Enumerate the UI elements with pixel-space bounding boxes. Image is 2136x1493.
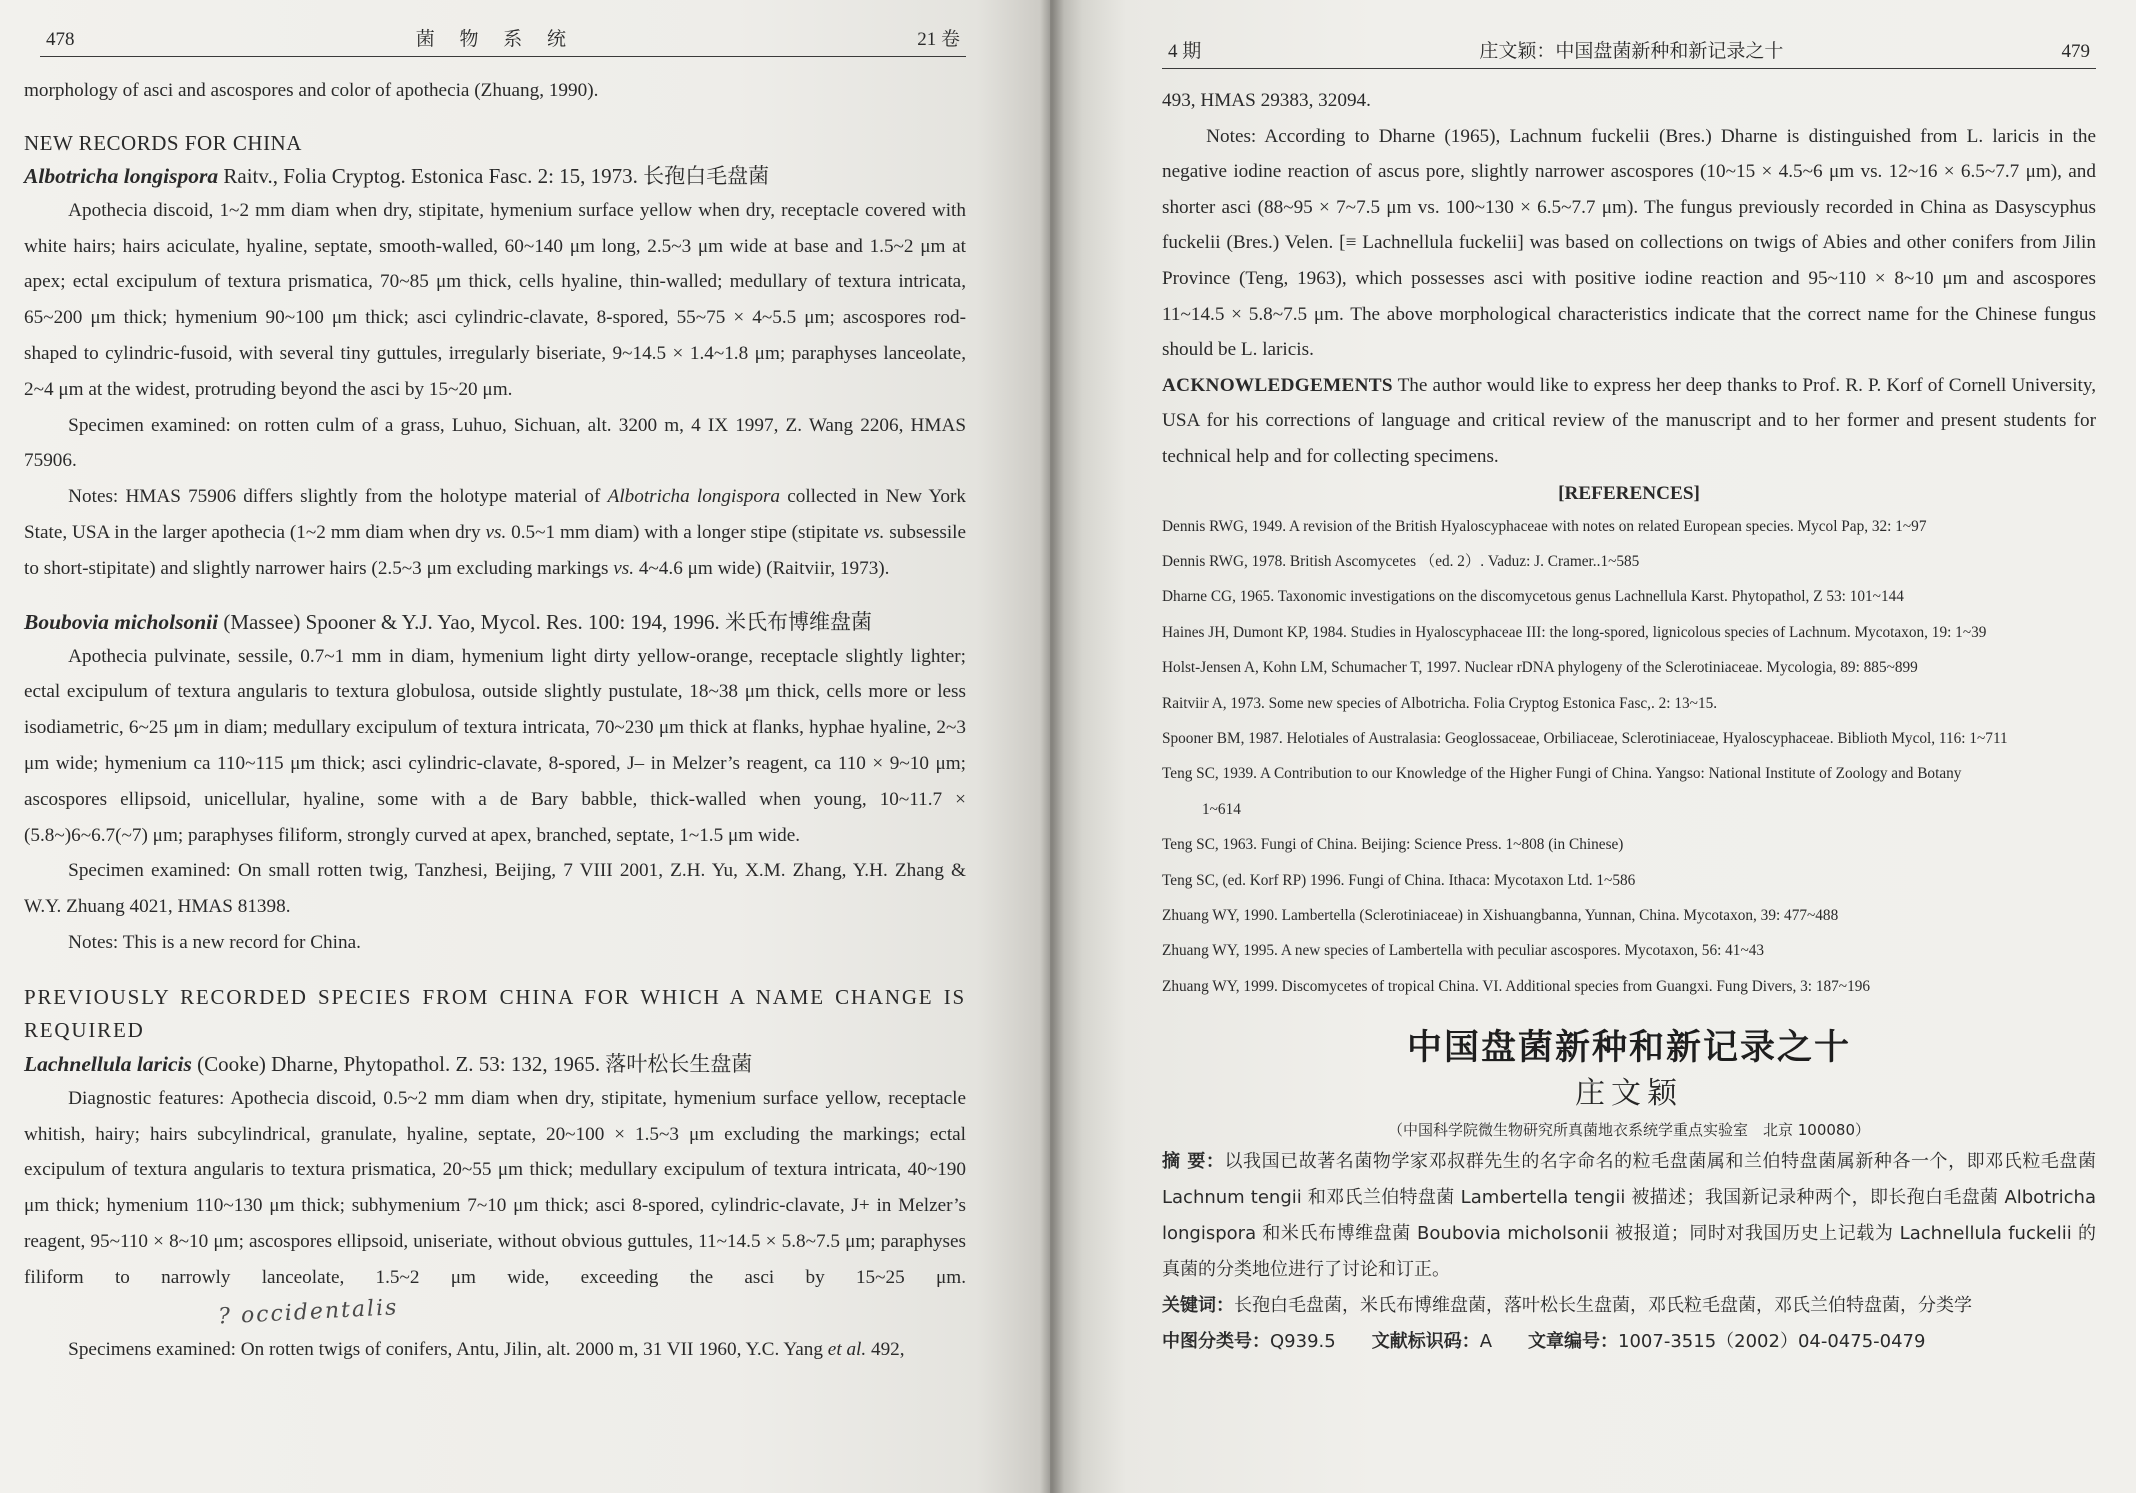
handwritten-annotation: ? occidentalis: [217, 1294, 399, 1330]
references-heading: [REFERENCES]: [1558, 482, 1700, 504]
reference-item: Teng SC, 1939. A Contribution to our Knowledge of the Higher Fungi of China. Yangso: National Institute of Zoology and Botany: [1162, 765, 1962, 783]
reference-item: Dennis RWG, 1949. A revision of the British Hyaloscyphaceae with notes on related European species. Mycol Pap, 32: 1~97: [1162, 517, 1927, 535]
left-running-header: [40, 28, 966, 57]
article-running-title: 庄文颖：中国盘菌新种和新记录之十: [1479, 41, 1784, 62]
reference-item: Haines JH, Dumont KP, 1984. Studies in Hyaloscyphaceae III: the long-spored, lignicolous species of Lachnum. Mycotaxon, 19: 1~39: [1162, 623, 1987, 641]
reference-item: Zhuang WY, 1995. A new species of Lambertella with peculiar ascospores. Mycotaxon, 56: 41~43: [1162, 942, 1765, 960]
species-description-lachnellula: Diagnostic features: Apothecia discoid, 0.5~2 mm diam when dry, stipitate, hymenium surface yellow, receptacle whitish, hairy; hairs subcylindrical, granulate, hyaline, septate, 20~100 × 1.5~3 μm excluding the markings; ectal excipulum of textura angularis to textura prismatica, 20~55 μm thick; medullary excipulum of textura intricata, 40~190 μm thick; hymenium 110~130 μm thick; subhymenium 7~10 μm thick; asci 8-spored, cylindric-clavate, J+ in Melzer’s reagent, 95~110 × 8~10 μm; ascospores ellipsoid, uniseriate, without obvious guttules, 11~14.5 × 5.8~7.5 μm; paraphyses filiform to narrowly lanceolate, 1.5~2 μm wide, exceeding the asci by 15~25 μm.? occidentalis: [24, 1081, 966, 1333]
section-heading-previous-records: PREVIOUSLY RECORDED SPECIES FROM CHINA FOR WHICH A NAME CHANGE IS REQUIRED: [24, 984, 966, 1042]
specimen-examined-boubovia: Specimen examined: On small rotten twig, Tanzhesi, Beijing, 7 VIII 2001, Z.H. Yu, X.M. Zhang, Y.H. Zhang & W.Y. Zhuang 4021, HMAS 81398.: [24, 860, 966, 918]
classification-line: 中图分类号：Q939.5 文献标识码：A 文章编号：1007-3515（2002）04-0475-0479: [1162, 1331, 1926, 1353]
book-gutter: [1040, 0, 1064, 1493]
section-heading-new-records: NEW RECORDS FOR CHINA: [24, 130, 302, 155]
chinese-affiliation: （中国科学院微生物研究所真菌地衣系统学重点实验室 北京 100080）: [1387, 1121, 1871, 1140]
reference-item: Zhuang WY, 1999. Discomycetes of tropical China. VI. Additional species from Guangxi. Fung Divers, 3: 187~196: [1162, 977, 1871, 995]
journal-name: 菌 物 系 统: [415, 29, 576, 50]
reference-item-continuation: 1~614: [1202, 800, 1241, 818]
intro-line: morphology of asci and ascospores and color of apothecia (Zhuang, 1990).: [24, 80, 599, 101]
species-heading-lachnellula: Lachnellula laricis (Cooke) Dharne, Phytopathol. Z. 53: 132, 1965. 落叶松长生盘菌: [24, 1051, 753, 1076]
references-list: [1162, 509, 2096, 1005]
species-description-albotricha: Apothecia discoid, 1~2 mm diam when dry, stipitate, hymenium surface yellow when dry, receptacle covered with white hairs; hairs aciculate, hyaline, septate, smooth-walled, 60~140 μm long, 2.5~3 μm wide at base and 1.5~2 μm at apex; ectal excipulum of textura prismatica, 70~85 μm thick, cells hyaline, thin-walled; medullary of textura intricata, 65~200 μm thick; hymenium 90~100 μm thick; asci cylindric-clavate, 8-spored, 55~75 × 4~5.5 μm; ascospores rod-shaped to cylindric-fusoid, with several tiny guttules, irregularly biseriate, 9~14.5 × 1.4~1.8 μm; paraphyses lanceolate, 2~4 μm at the widest, protruding beyond the asci by 15~20 μm.: [24, 199, 966, 400]
chinese-keywords: 关键词：长孢白毛盘菌，米氏布博维盘菌，落叶松长生盘菌，邓氏粒毛盘菌，邓氏兰伯特盘菌，分类学: [1162, 1295, 1972, 1317]
chinese-abstract: 摘 要：以我国已故著名菌物学家邓叔群先生的名字命名的粒毛盘菌属和兰伯特盘菌属新种各一个，即邓氏粒毛盘菌 Lachnum tengii 和邓氏兰伯特盘菌 Lambertella tengii 被描述；我国新记录种两个，即长孢白毛盘菌 Albotricha longispora 和米氏布博维盘菌 Boubovia micholsonii 被报道；同时对我国历史上记载为 Lachnellula fuckelii 的真菌的分类地位进行了讨论和订正。: [1162, 1151, 2096, 1281]
notes-boubovia: Notes: This is a new record for China.: [68, 931, 361, 953]
species-heading-boubovia: Boubovia micholsonii (Massee) Spooner & Y.J. Yao, Mycol. Res. 100: 194, 1996. 米氏布博维盘菌: [24, 609, 873, 634]
reference-item: Raitviir A, 1973. Some new species of Albotricha. Folia Cryptog Estonica Fasc,. 2: 13~15.: [1162, 694, 1718, 712]
chinese-author: 庄文颖: [1575, 1076, 1683, 1112]
reference-item: Teng SC, (ed. Korf RP) 1996. Fungi of China. Ithaca: Mycotaxon Ltd. 1~586: [1162, 871, 1636, 889]
acknowledgements: ACKNOWLEDGEMENTS The author would like to express her deep thanks to Prof. R. P. Korf of Cornell University, USA for his corrections of language and critical review of the manuscript and to her former and present students for technical help and for collecting specimens.: [1162, 374, 2096, 467]
species-description-boubovia: Apothecia pulvinate, sessile, 0.7~1 mm in diam, hymenium light dirty yellow-orange, receptacle slightly lighter; ectal excipulum of textura angularis to textura globulosa, outside slightly pustulate, 18~38 μm thick, cells more or less isodiametric, 6~25 μm in diam; medullary excipulum of textura intricata, 70~230 μm thick at flanks, hyphae hyaline, 2~3 μm wide; hymenium ca 110~115 μm thick; asci cylindric-clavate, 8-spored, J– in Melzer’s reagent, ca 110 × 9~10 μm; ascospores ellipsoid, unicellular, hyaline, some with a de Bary babble, thick-walled when young, 10~11.7 × (5.8~)6~6.7(~7) μm; paraphyses filiform, strongly curved at apex, branched, septate, 1~1.5 μm wide.: [24, 645, 966, 846]
species-heading-albotricha: Albotricha longispora Raitv., Folia Cryptog. Estonica Fasc. 2: 15, 1973. 长孢白毛盘菌: [24, 163, 770, 188]
continued-line: 493, HMAS 29383, 32094.: [1162, 90, 1371, 111]
reference-item: Dharne CG, 1965. Taxonomic investigations on the discomycetous genus Lachnellula Karst. Phytopathol, Z 53: 101~144: [1162, 588, 1904, 606]
reference-item: Zhuang WY, 1990. Lambertella (Sclerotiniaceae) in Xishuangbanna, Yunnan, China. Mycotaxon, 39: 477~488: [1162, 907, 1839, 924]
volume-label: 21 卷: [917, 29, 960, 50]
left-page-number: 478: [46, 29, 75, 50]
notes-lachnellula: Notes: According to Dharne (1965), Lachnum fuckelii (Bres.) Dharne is distinguished from L. laricis in the negative iodine reaction of ascus pore, slightly narrower ascospores (10~15 × 4.5~6 μm vs. 12~16 × 6.5~7.7 μm), and shorter asci (88~95 × 7~7.5 μm vs. 100~130 × 6.5~7.7 μm). The fungus previously recorded in China as Dasyscyphus fuckelii (Bres.) Velen. [≡ Lachnellula fuckelii] was based on collections on twigs of Abies and other conifers from Jilin Province (Teng, 1963), which possesses asci with positive iodine reaction and 95~110 × 8~10 μm and ascospores 11~14.5 × 5.8~7.5 μm. The above morphological characteristics indicate that the correct name for the Chinese fungus should be L. laricis.: [1162, 125, 2096, 361]
specimen-examined-lachnellula: Specimens examined: On rotten twigs of conifers, Antu, Jilin, alt. 2000 m, 31 VII 1960, Y.C. Yang et al. 492,: [68, 1339, 905, 1361]
specimen-examined-albotricha: Specimen examined: on rotten culm of a grass, Luhuo, Sichuan, alt. 3200 m, 4 IX 1997, Z. Wang 2206, HMAS 75906.: [24, 414, 966, 472]
left-page: [0, 0, 1050, 1493]
reference-item: Holst-Jensen A, Kohn LM, Schumacher T, 1997. Nuclear rDNA phylogeny of the Sclerotiniaceae. Mycologia, 89: 885~899: [1162, 659, 1918, 677]
issue-label: 4 期: [1168, 41, 1202, 62]
right-page-number: 479: [2061, 41, 2090, 62]
notes-albotricha: Notes: HMAS 75906 differs slightly from the holotype material of Albotricha longispora collected in New York State, USA in the larger apothecia (1~2 mm diam when dry vs. 0.5~1 mm diam) with a longer stipe (stipitate vs. subsessile to short-stipitate) and slightly narrower hairs (2.5~3 μm excluding markings vs. 4~4.6 μm wide) (Raitviir, 1973).: [24, 486, 967, 579]
right-page: [1050, 0, 2136, 1493]
reference-item: Teng SC, 1963. Fungi of China. Beijing: Science Press. 1~808 (in Chinese): [1162, 836, 1624, 854]
right-running-header: [1162, 40, 2096, 69]
chinese-title: 中国盘菌新种和新记录之十: [1406, 1028, 1851, 1069]
reference-item: Spooner BM, 1987. Helotiales of Australasia: Geoglossaceae, Orbiliaceae, Sclerotiniaceae, Hyaloscyphaceae. Biblioth Mycol, 116: 1~711: [1162, 729, 2008, 747]
reference-item: Dennis RWG, 1978. British Ascomycetes （ed. 2）. Vaduz: J. Cramer..1~585: [1162, 552, 1640, 570]
